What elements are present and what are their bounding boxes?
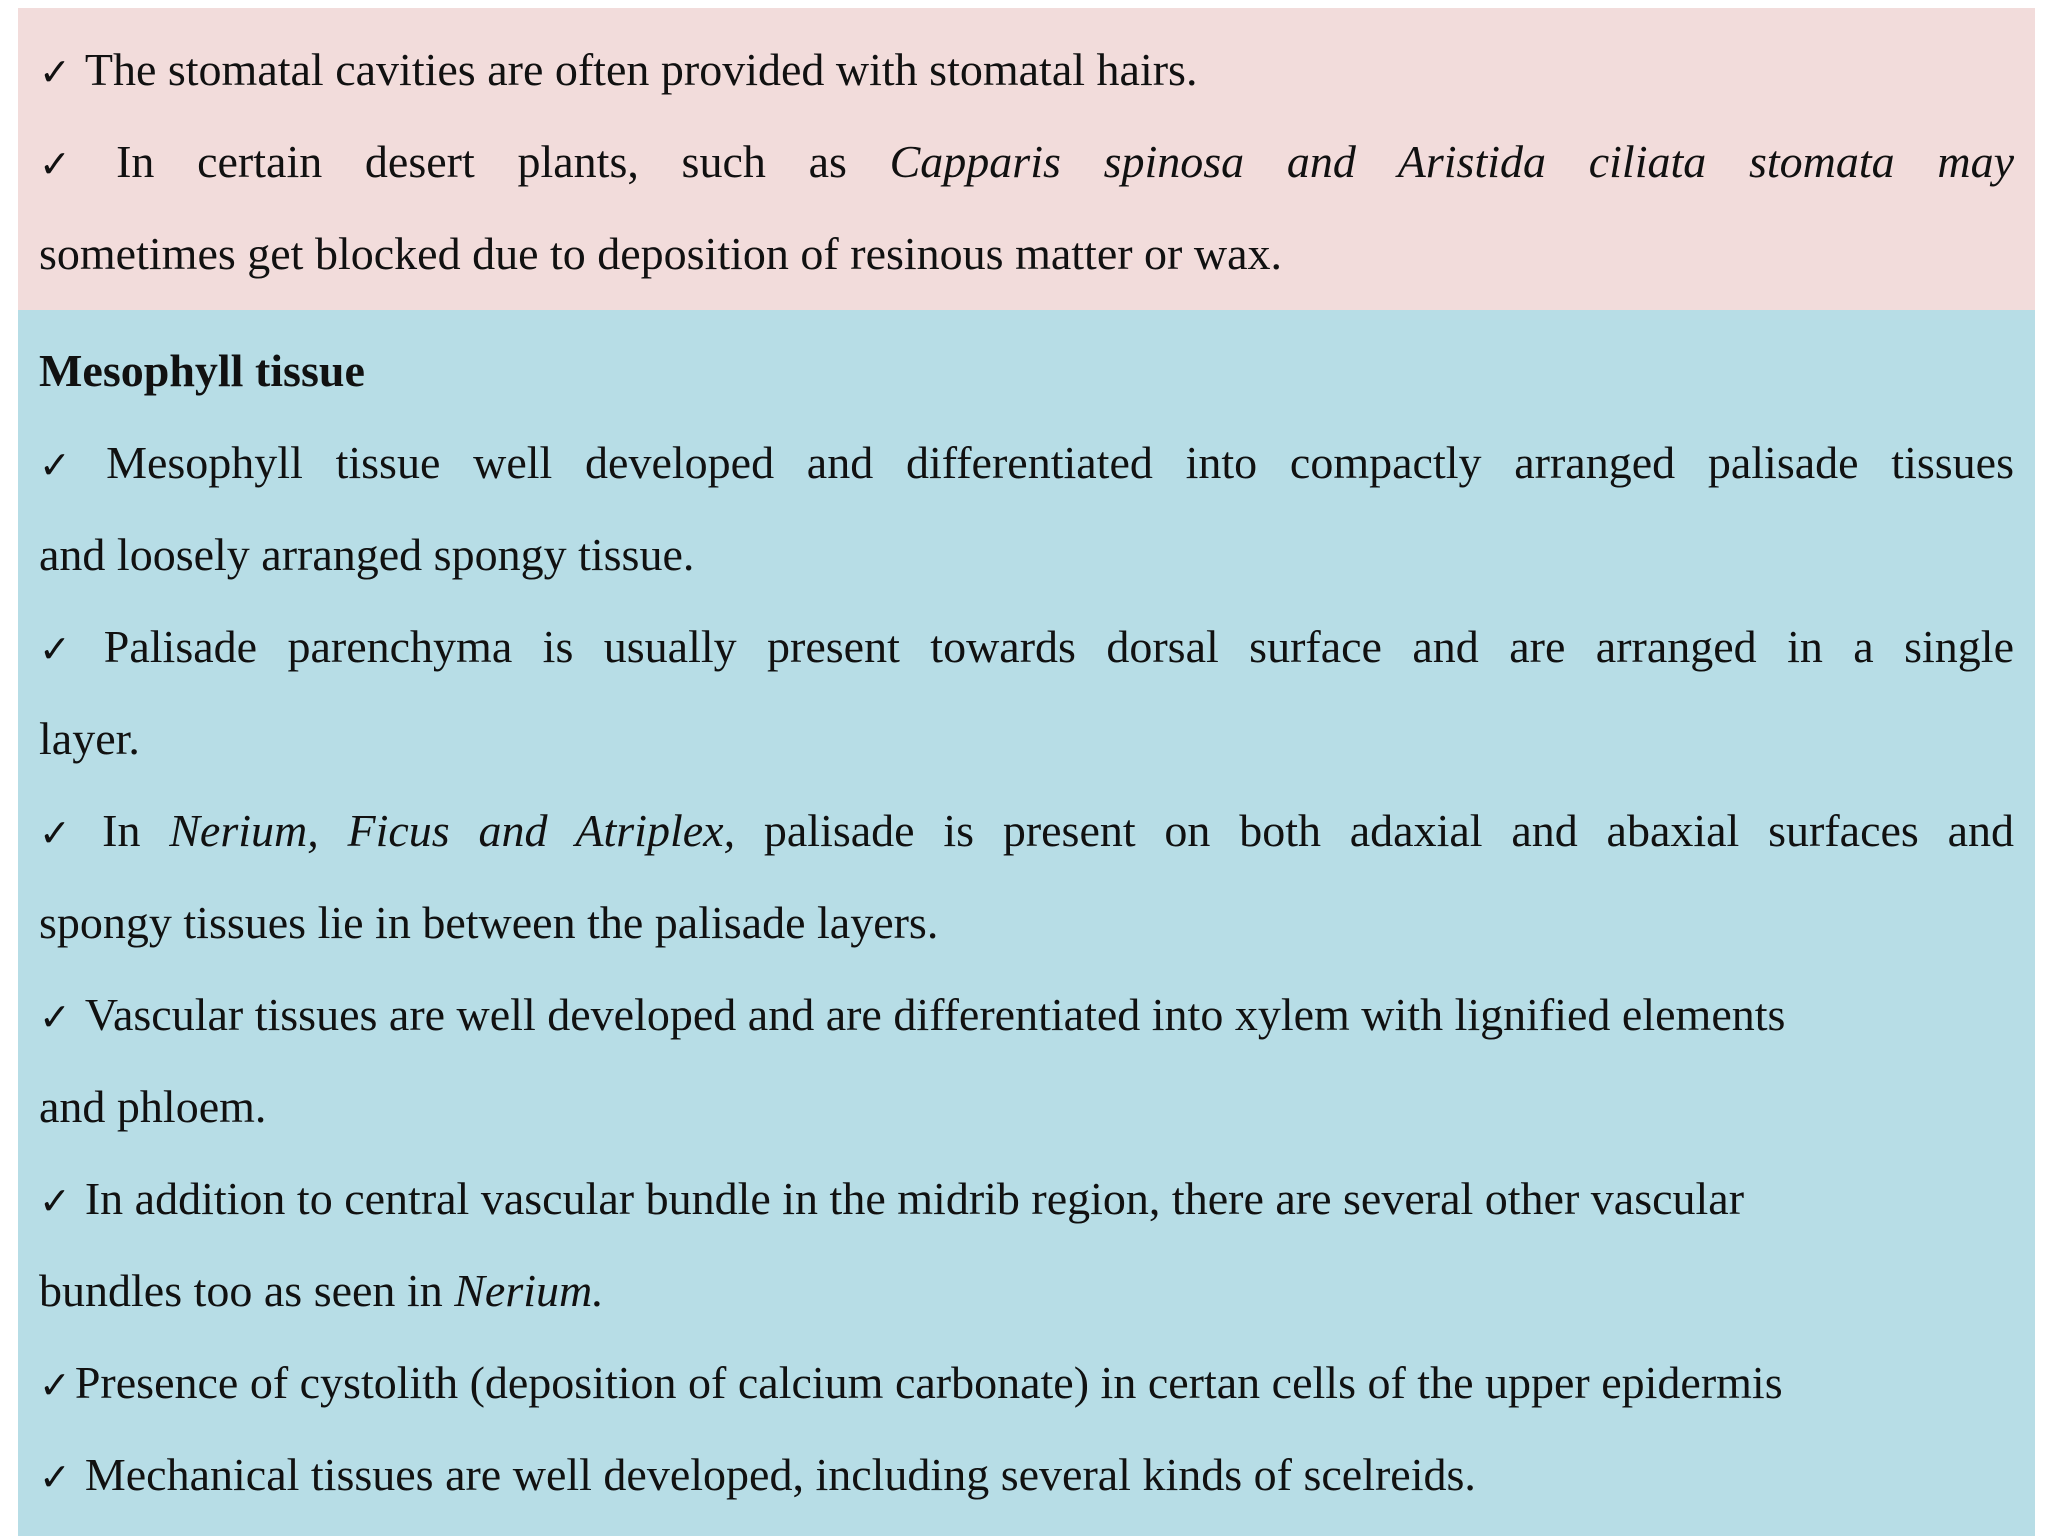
desert-plants-bullet-cont [39,226,1282,282]
bullet-text: In certain desert plants, such as [116,136,890,187]
bullet-text: Palisade parenchyma is usually present towards dorsal surface and are arranged in a single [103,621,2014,672]
bullet-text: layer. [39,713,140,764]
bullet-text: palisade is present on both adaxial and abaxial surfaces and [735,805,2014,856]
bullet-text: Mesophyll tissue well developed and differentiated into compactly arranged palisade tissues [106,437,2014,488]
cystolith-bullet [39,1355,1783,1413]
vascular-bundles-bullet-cont [39,1263,604,1319]
check-icon: ✓ [39,50,71,94]
bullet-text: Vascular tissues are well developed and are differentiated into xylem with lignified elements [84,989,1786,1040]
bullet-text: The stomatal cavities are often provided with stomatal hairs. [84,44,1198,95]
bullet-text: spongy tissues lie in between the palisade layers. [39,897,939,948]
check-icon: ✓ [39,811,89,855]
species-names: Capparis spinosa and Aristida ciliata stomata may [889,136,2014,187]
bullet-text: and phloem. [39,1081,267,1132]
check-icon: ✓ [39,627,90,671]
bullet-text: In addition to central vascular bundle in the midrib region, there are several other vascular [84,1173,1745,1224]
palisade-bullet [39,619,2014,677]
check-icon: ✓ [39,995,71,1039]
check-icon: ✓ [39,142,103,186]
check-icon: ✓ [39,1363,71,1407]
bullet-text: In [102,805,170,856]
mechanical-tissue-bullet [39,1447,1476,1505]
vascular-bullet-cont [39,1079,266,1135]
nerium-palisade-bullet [39,803,2014,861]
palisade-bullet-cont [39,711,140,767]
vascular-bundles-bullet [39,1171,1744,1229]
mesophyll-bullet-cont [39,527,694,583]
stomatal-hairs-bullet [39,42,1197,100]
section-heading: Mesophyll tissue [39,345,365,396]
nerium-palisade-bullet-cont [39,895,938,951]
bullet-text: bundles too as seen in [39,1265,455,1316]
desert-plants-bullet [39,134,2014,192]
check-icon: ✓ [39,1455,71,1499]
mesophyll-bullet [39,435,2014,493]
genus-names: Nerium, Ficus and Atriplex, [169,805,736,856]
genus-name: Nerium. [454,1265,604,1316]
vascular-bullet [39,987,1785,1045]
bullet-text: sometimes get blocked due to deposition of resinous matter or wax. [39,228,1283,279]
check-icon: ✓ [39,443,93,487]
check-icon: ✓ [39,1179,71,1223]
bullet-text: and loosely arranged spongy tissue. [39,529,695,580]
bullet-text: Mechanical tissues are well developed, including several kinds of scelreids. [84,1449,1476,1500]
bullet-text: Presence of cystolith (deposition of calcium carbonate) in certan cells of the upper epidermis [74,1357,1783,1408]
